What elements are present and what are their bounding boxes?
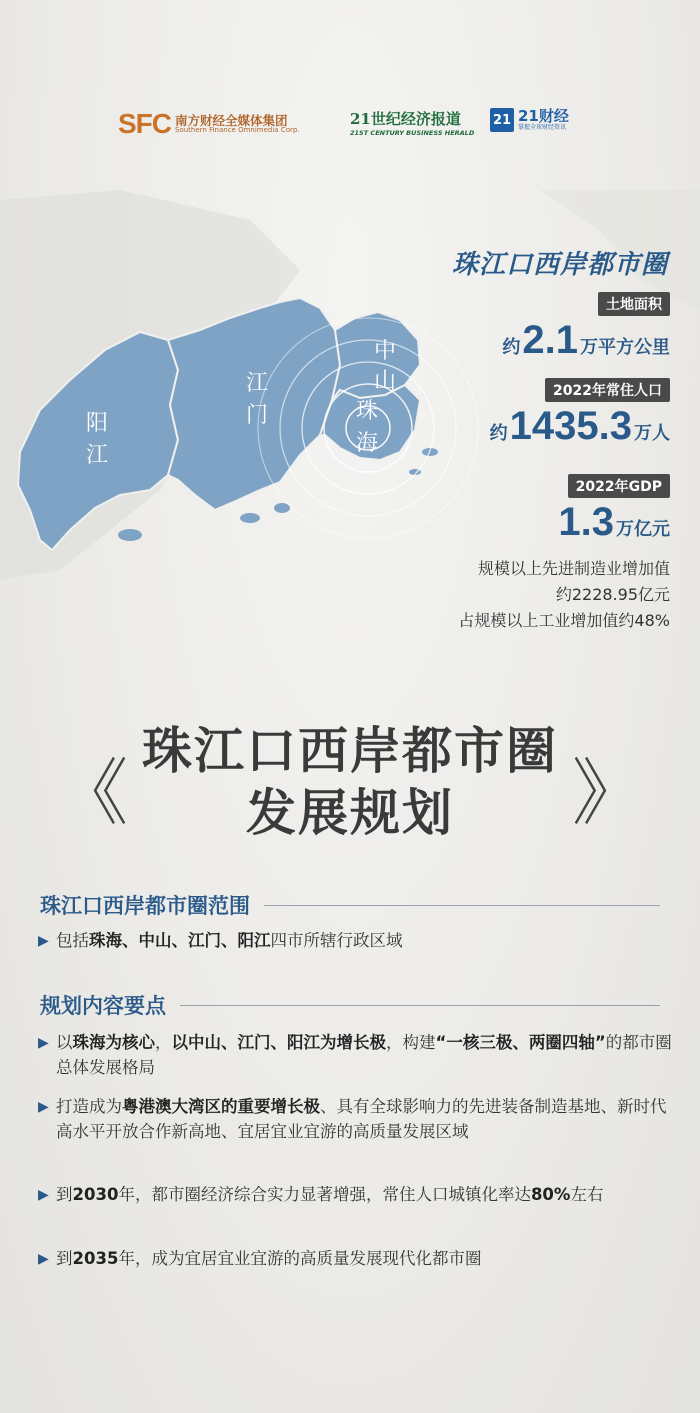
main-title-line2: 发展规划 xyxy=(246,783,454,842)
area-number: 2.1 xyxy=(522,318,578,362)
triangle-right-icon: ▶ xyxy=(38,933,49,949)
text: 的都市圈总体发展格局 xyxy=(56,1033,672,1077)
gdp-value xyxy=(556,500,670,545)
population-tag: 2022年常住人口 xyxy=(545,378,670,402)
point-bullet-2 xyxy=(38,1094,678,1144)
c21-logo xyxy=(490,108,569,132)
map-label: 中 xyxy=(374,339,397,364)
population-value xyxy=(490,404,670,449)
text: 打造成为 xyxy=(56,1097,122,1116)
map-label: 江 xyxy=(246,371,269,396)
text-bold: 粤港澳大湾区的重要增长极 xyxy=(122,1097,320,1116)
text-bold: 以中山、江门、阳江为增长极 xyxy=(171,1033,386,1052)
text-bold: 80% xyxy=(530,1185,571,1204)
stats-title: 珠江口西岸都市圈 xyxy=(451,250,668,280)
scope-bullet xyxy=(38,928,678,954)
map-label: 江 xyxy=(86,443,109,468)
c21-badge: 21 xyxy=(490,108,514,132)
area-unit: 万平方公里 xyxy=(580,337,670,358)
text: 到 xyxy=(56,1249,73,1268)
text: ，构建 xyxy=(386,1033,436,1052)
area-value xyxy=(502,318,670,363)
right-bracket: 》 xyxy=(571,751,644,835)
divider xyxy=(264,905,660,906)
island xyxy=(118,529,142,541)
text: 包括 xyxy=(56,931,89,950)
sfc-mark: SFC xyxy=(118,108,171,139)
population-prefix: 约 xyxy=(489,423,508,444)
points-heading xyxy=(40,990,660,1020)
point-bullet-3 xyxy=(38,1182,678,1208)
island xyxy=(240,513,260,523)
sfc-name-cn: 南方财经全媒体集团 xyxy=(175,112,288,128)
text: 左右 xyxy=(570,1185,604,1204)
map-label: 珠 xyxy=(356,399,379,424)
divider xyxy=(180,1005,660,1006)
left-bracket: 《 xyxy=(56,751,129,835)
text-bold: 珠海、中山、江门、阳江 xyxy=(89,931,271,950)
herald-name-en: 21ST CENTURY BUSINESS HERALD xyxy=(350,129,475,137)
triangle-right-icon: ▶ xyxy=(38,1251,49,1267)
text: 年，都市圈经济综合实力显著增强，常住人口城镇化率达 xyxy=(118,1185,531,1204)
logo-bar xyxy=(0,108,700,144)
text-bold: 2035 xyxy=(72,1249,119,1268)
text: 到 xyxy=(56,1185,73,1204)
population-number: 1435.3 xyxy=(509,404,632,448)
sfc-logo xyxy=(118,108,300,140)
map-label: 海 xyxy=(356,431,379,456)
sfc-name-en: Southern Finance Omnimedia Corp. xyxy=(175,125,300,134)
text: 以 xyxy=(56,1033,73,1052)
text: ， xyxy=(155,1033,172,1052)
map-label: 门 xyxy=(246,403,269,428)
c21-tagline: 掌握全球财经资讯 xyxy=(518,123,567,131)
manufacturing-line2: 约2228.95亿元 xyxy=(555,585,670,604)
text: 、具有全球影响力的先进装备制造基地、新时代高水平开放合作新高地、宜居宜业宜游的高质量发展区域 xyxy=(56,1097,667,1141)
point-bullet-1 xyxy=(38,1030,678,1080)
manufacturing-line1: 规模以上先进制造业增加值 xyxy=(477,559,670,578)
herald-name-cn: 21世纪经济报道 xyxy=(350,110,461,128)
text-bold: 珠海为核心 xyxy=(72,1033,155,1052)
manufacturing-line3: 占规模以上工业增加值约48% xyxy=(458,611,670,630)
text: 四市所辖行政区域 xyxy=(270,931,403,950)
text: 年，成为宜居宜业宜游的高质量发展现代化都市圈 xyxy=(118,1249,482,1268)
text-bold: 2030 xyxy=(72,1185,119,1204)
area-tag: 土地面积 xyxy=(598,292,670,316)
population-unit: 万人 xyxy=(634,423,670,444)
map-label: 山 xyxy=(374,369,397,394)
main-title xyxy=(0,720,700,844)
gdp-tag: 2022年GDP xyxy=(568,474,670,498)
main-title-line1: 珠江口西岸都市圈 xyxy=(142,721,558,780)
point-bullet-4 xyxy=(38,1246,678,1272)
c21-name-cn: 21财经 xyxy=(518,106,569,125)
map-label: 阳 xyxy=(86,411,109,436)
triangle-right-icon: ▶ xyxy=(38,1035,49,1051)
area-prefix: 约 xyxy=(502,337,521,358)
points-heading-text: 规划内容要点 xyxy=(40,994,166,1018)
herald-logo xyxy=(350,108,474,137)
island xyxy=(274,503,290,513)
gdp-unit: 万亿元 xyxy=(616,519,670,540)
triangle-right-icon: ▶ xyxy=(38,1187,49,1203)
scope-heading-text: 珠江口西岸都市圈范围 xyxy=(40,894,250,918)
text-bold: “一核三极、两圈四轴” xyxy=(435,1033,606,1052)
triangle-right-icon: ▶ xyxy=(38,1099,49,1115)
gdp-number: 1.3 xyxy=(558,500,614,544)
scope-heading xyxy=(40,890,660,920)
